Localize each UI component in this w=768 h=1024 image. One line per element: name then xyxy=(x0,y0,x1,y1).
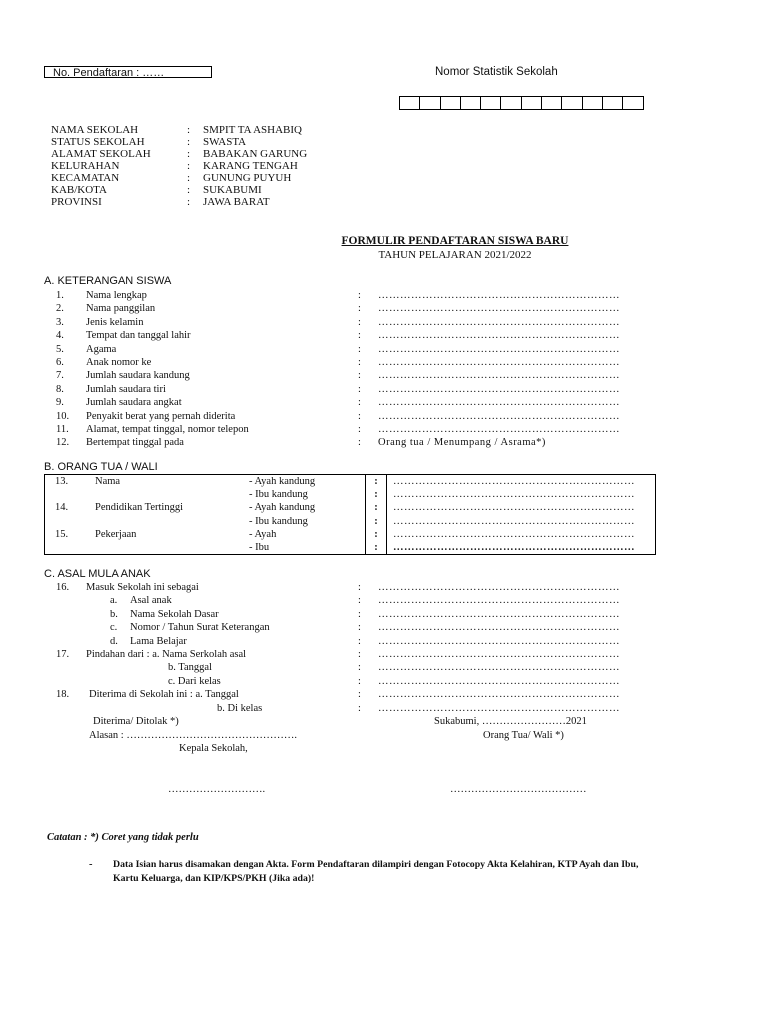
item-letter: a. xyxy=(110,595,118,607)
parent-row xyxy=(45,501,656,514)
item-colon: : xyxy=(358,595,361,607)
item-label: Masuk Sekolah ini sebagai xyxy=(86,582,199,593)
parent-row xyxy=(45,541,656,555)
school-info-value: SUKABUMI xyxy=(203,184,262,196)
statistic-number-box[interactable] xyxy=(542,97,562,109)
parent-row-label: Pekerjaan xyxy=(95,528,137,540)
note-line-1: Data Isian harus disamakan dengan Akta. Form Pendaftaran dilampiri dengan Fotocopy Akta Kelahiran, KTP Ayah dan Ibu, xyxy=(113,859,639,870)
note-line-2: Kartu Keluarga, dan KIP/KPS/PKH (Jika ada)! xyxy=(113,873,315,884)
statistic-number-box[interactable] xyxy=(623,97,643,109)
item-value-field[interactable]: ………………………………………………………… xyxy=(378,343,620,355)
statistic-number-box[interactable] xyxy=(562,97,582,109)
school-statistic-number-boxes[interactable] xyxy=(399,96,644,110)
item-label: Nama panggilan xyxy=(86,303,156,315)
item-colon: : xyxy=(358,370,361,382)
item-label: Anak nomor ke xyxy=(86,357,152,368)
parent-row-value-field[interactable]: ………………………………………………………… xyxy=(393,542,635,554)
item-value-field[interactable]: ………………………………………………………… xyxy=(378,582,620,593)
item-label: Jumlah saudara angkat xyxy=(86,397,182,409)
parent-row xyxy=(45,528,656,541)
item-label: b. Di kelas xyxy=(217,702,263,714)
item-number: 10. xyxy=(56,410,70,422)
parent-row-number xyxy=(45,515,96,528)
school-info-value: BABAKAN GARUNG xyxy=(203,148,308,160)
item-letter: b. xyxy=(110,608,118,620)
item-colon: : xyxy=(358,702,361,714)
item-number: 12. xyxy=(56,437,70,449)
reason-field[interactable]: Alasan : …………………………………………. xyxy=(89,730,297,741)
note-heading: Catatan : *) Coret yang tidak perlu xyxy=(47,832,199,843)
parent-row-label xyxy=(95,541,249,555)
item-label: Pindahan dari : a. Nama Serkolah asal xyxy=(86,649,247,660)
registration-number-field[interactable]: No. Pendaftaran : …… xyxy=(44,66,212,78)
statistic-number-box[interactable] xyxy=(400,97,420,109)
note-bullet: - xyxy=(89,859,93,870)
item-value-field[interactable]: ………………………………………………………… xyxy=(378,383,620,395)
parent-signature-line[interactable]: ………………………………… xyxy=(450,784,587,795)
parent-row xyxy=(45,488,656,501)
parent-row-label: Pendidikan Tertinggi xyxy=(95,502,184,514)
parent-row-colon: : xyxy=(366,541,387,555)
item-number: 7. xyxy=(56,370,64,382)
item-value-field[interactable]: ………………………………………………………… xyxy=(378,316,620,328)
statistic-number-box[interactable] xyxy=(441,97,461,109)
school-info-label: STATUS SEKOLAH xyxy=(51,136,145,148)
item-label: b. Tanggal xyxy=(168,662,212,674)
school-statistic-number-label: Nomor Statistik Sekolah xyxy=(435,66,558,78)
school-info-colon: : xyxy=(187,160,191,172)
item-colon: : xyxy=(358,675,361,687)
school-info-colon: : xyxy=(187,124,191,136)
item-label: Asal anak xyxy=(130,595,172,607)
item-value-field[interactable]: ………………………………………………………… xyxy=(378,330,620,342)
parent-table xyxy=(44,474,656,555)
statistic-number-box[interactable] xyxy=(522,97,542,109)
item-letter: c. xyxy=(110,622,118,634)
item-number: 16. xyxy=(56,582,70,593)
statistic-number-box[interactable] xyxy=(603,97,623,109)
parent-row-value-field[interactable]: ………………………………………………………… xyxy=(393,528,635,540)
statistic-number-box[interactable] xyxy=(501,97,521,109)
item-value-field[interactable]: ………………………………………………………… xyxy=(378,357,620,368)
parent-row-sublabel: - Ibu kandung xyxy=(249,515,308,527)
statistic-number-box[interactable] xyxy=(461,97,481,109)
school-info-colon: : xyxy=(187,172,191,184)
parent-guardian-label: Orang Tua/ Wali *) xyxy=(483,730,564,741)
item-colon: : xyxy=(358,582,361,593)
item-colon: : xyxy=(358,343,361,355)
item-number: 4. xyxy=(56,330,64,342)
parent-row-label: Nama xyxy=(95,476,121,488)
parent-row-colon: : xyxy=(366,528,387,541)
item-label: Nama Sekolah Dasar xyxy=(130,608,219,620)
item-value-field[interactable]: ………………………………………………………… xyxy=(378,397,620,409)
parent-row-number: 15. xyxy=(55,528,69,540)
parent-row-sublabel: - Ibu xyxy=(249,542,270,554)
item-value-field[interactable]: ………………………………………………………… xyxy=(378,649,620,660)
school-info-label: ALAMAT SEKOLAH xyxy=(51,148,151,160)
school-info-value: GUNUNG PUYUH xyxy=(203,172,292,184)
item-label: Penyakit berat yang pernah diderita xyxy=(86,410,236,422)
school-info-value: SWASTA xyxy=(203,136,247,148)
school-info-value: KARANG TENGAH xyxy=(203,160,298,172)
school-info-label: KELURAHAN xyxy=(51,160,120,172)
item-colon: : xyxy=(358,330,361,342)
parent-row xyxy=(45,475,656,489)
parent-row-colon: : xyxy=(366,501,387,514)
parent-row-colon: : xyxy=(366,475,387,489)
parent-row-colon: : xyxy=(366,515,387,528)
item-colon: : xyxy=(358,410,361,422)
item-colon: : xyxy=(358,437,361,449)
parent-row-colon: : xyxy=(366,488,387,501)
parent-row-label xyxy=(95,515,249,528)
item-colon: : xyxy=(358,303,361,315)
form-subtitle: TAHUN PELAJARAN 2021/2022 xyxy=(378,249,532,261)
school-info-value: SMPIT TA ASHABIQ xyxy=(203,124,302,136)
item-value-field[interactable]: ………………………………………………………… xyxy=(378,290,620,301)
item-colon: : xyxy=(358,316,361,328)
item-label: Agama xyxy=(86,343,117,355)
item-label: Alamat, tempat tinggal, nomor telepon xyxy=(86,424,249,435)
item-value-field[interactable]: ………………………………………………………… xyxy=(378,608,620,620)
accepted-rejected-label: Diterima/ Ditolak *) xyxy=(93,716,179,727)
form-title: FORMULIR PENDAFTARAN SISWA BARU xyxy=(341,235,569,247)
item-number: 8. xyxy=(56,383,64,395)
item-label: Tempat dan tanggal lahir xyxy=(86,330,191,342)
parent-row-value-field[interactable]: ………………………………………………………… xyxy=(393,502,635,514)
principal-signature-line[interactable]: ………………………. xyxy=(168,784,266,795)
item-colon: : xyxy=(358,689,361,701)
school-info-label: PROVINSI xyxy=(51,196,102,208)
place-date-field[interactable]: Sukabumi, ……………………2021 xyxy=(434,716,587,727)
item-colon: : xyxy=(358,357,361,368)
item-value-field[interactable]: ………………………………………………………… xyxy=(378,635,620,647)
section-c-heading: C. ASAL MULA ANAK xyxy=(44,568,151,580)
parent-row-number xyxy=(45,541,96,555)
item-value-field[interactable]: ………………………………………………………… xyxy=(378,424,620,435)
item-value-field[interactable]: ………………………………………………………… xyxy=(378,303,620,315)
item-colon: : xyxy=(358,383,361,395)
item-value-field[interactable]: Orang tua / Menumpang / Asrama*) xyxy=(378,437,546,449)
parent-row-sublabel: - Ayah xyxy=(249,528,277,540)
item-label: c. Dari kelas xyxy=(168,675,221,687)
item-value-field[interactable]: ………………………………………………………… xyxy=(378,689,620,701)
item-colon: : xyxy=(358,424,361,435)
item-colon: : xyxy=(358,608,361,620)
principal-label: Kepala Sekolah, xyxy=(179,743,248,754)
item-number: 17. xyxy=(56,649,70,660)
school-info-colon: : xyxy=(187,196,191,208)
item-number: 9. xyxy=(56,397,64,409)
school-info-value: JAWA BARAT xyxy=(203,196,270,208)
item-value-field[interactable]: ………………………………………………………… xyxy=(378,662,620,674)
item-value-field[interactable]: ………………………………………………………… xyxy=(378,370,620,382)
parent-row xyxy=(45,515,656,528)
parent-row-value-field[interactable]: ………………………………………………………… xyxy=(393,515,635,527)
item-label: Lama Belajar xyxy=(130,635,187,647)
parent-row-value-field[interactable]: ………………………………………………………… xyxy=(393,476,635,488)
school-info-label: KAB/KOTA xyxy=(51,184,107,196)
parent-row-sublabel: - Ayah kandung xyxy=(249,476,316,488)
item-colon: : xyxy=(358,622,361,634)
parent-row-sublabel: - Ibu kandung xyxy=(249,489,308,501)
item-label: Nama lengkap xyxy=(86,290,147,301)
school-info-colon: : xyxy=(187,148,191,160)
item-value-field[interactable]: ………………………………………………………… xyxy=(378,702,620,714)
school-info-colon: : xyxy=(187,184,191,196)
parent-row-number xyxy=(45,488,96,501)
parent-row-label xyxy=(95,488,249,501)
item-colon: : xyxy=(358,635,361,647)
parent-row-value-field[interactable]: ………………………………………………………… xyxy=(393,489,635,501)
item-colon: : xyxy=(358,290,361,301)
item-number: 18. xyxy=(56,689,70,701)
statistic-number-box[interactable] xyxy=(583,97,603,109)
item-label: Bertempat tinggal pada xyxy=(86,437,184,449)
item-number: 3. xyxy=(56,316,64,328)
item-value-field[interactable]: ………………………………………………………… xyxy=(378,410,620,422)
item-colon: : xyxy=(358,649,361,660)
item-number: 6. xyxy=(56,357,64,368)
item-number: 2. xyxy=(56,303,64,315)
parent-row-sublabel: - Ayah kandung xyxy=(249,502,316,514)
item-value-field[interactable]: ………………………………………………………… xyxy=(378,675,620,687)
item-label: Jumlah saudara tiri xyxy=(86,383,166,395)
item-colon: : xyxy=(358,397,361,409)
school-info-label: NAMA SEKOLAH xyxy=(51,124,139,136)
section-a-heading: A. KETERANGAN SISWA xyxy=(44,275,172,287)
statistic-number-box[interactable] xyxy=(481,97,501,109)
item-colon: : xyxy=(358,662,361,674)
school-info-label: KECAMATAN xyxy=(51,172,120,184)
parent-row-number: 14. xyxy=(55,502,69,514)
statistic-number-box[interactable] xyxy=(420,97,440,109)
item-number: 11. xyxy=(56,424,69,435)
item-value-field[interactable]: ………………………………………………………… xyxy=(378,595,620,607)
school-info-colon: : xyxy=(187,136,191,148)
item-value-field[interactable]: ………………………………………………………… xyxy=(378,622,620,634)
item-label: Diterima di Sekolah ini : a. Tanggal xyxy=(89,689,239,701)
item-label: Jenis kelamin xyxy=(86,316,144,328)
item-label: Jumlah saudara kandung xyxy=(86,370,190,382)
parent-row-number: 13. xyxy=(55,476,69,488)
section-b-heading: B. ORANG TUA / WALI xyxy=(44,461,158,473)
item-label: Nomor / Tahun Surat Keterangan xyxy=(130,622,270,634)
item-number: 1. xyxy=(56,290,64,301)
item-number: 5. xyxy=(56,343,64,355)
item-letter: d. xyxy=(110,635,118,647)
